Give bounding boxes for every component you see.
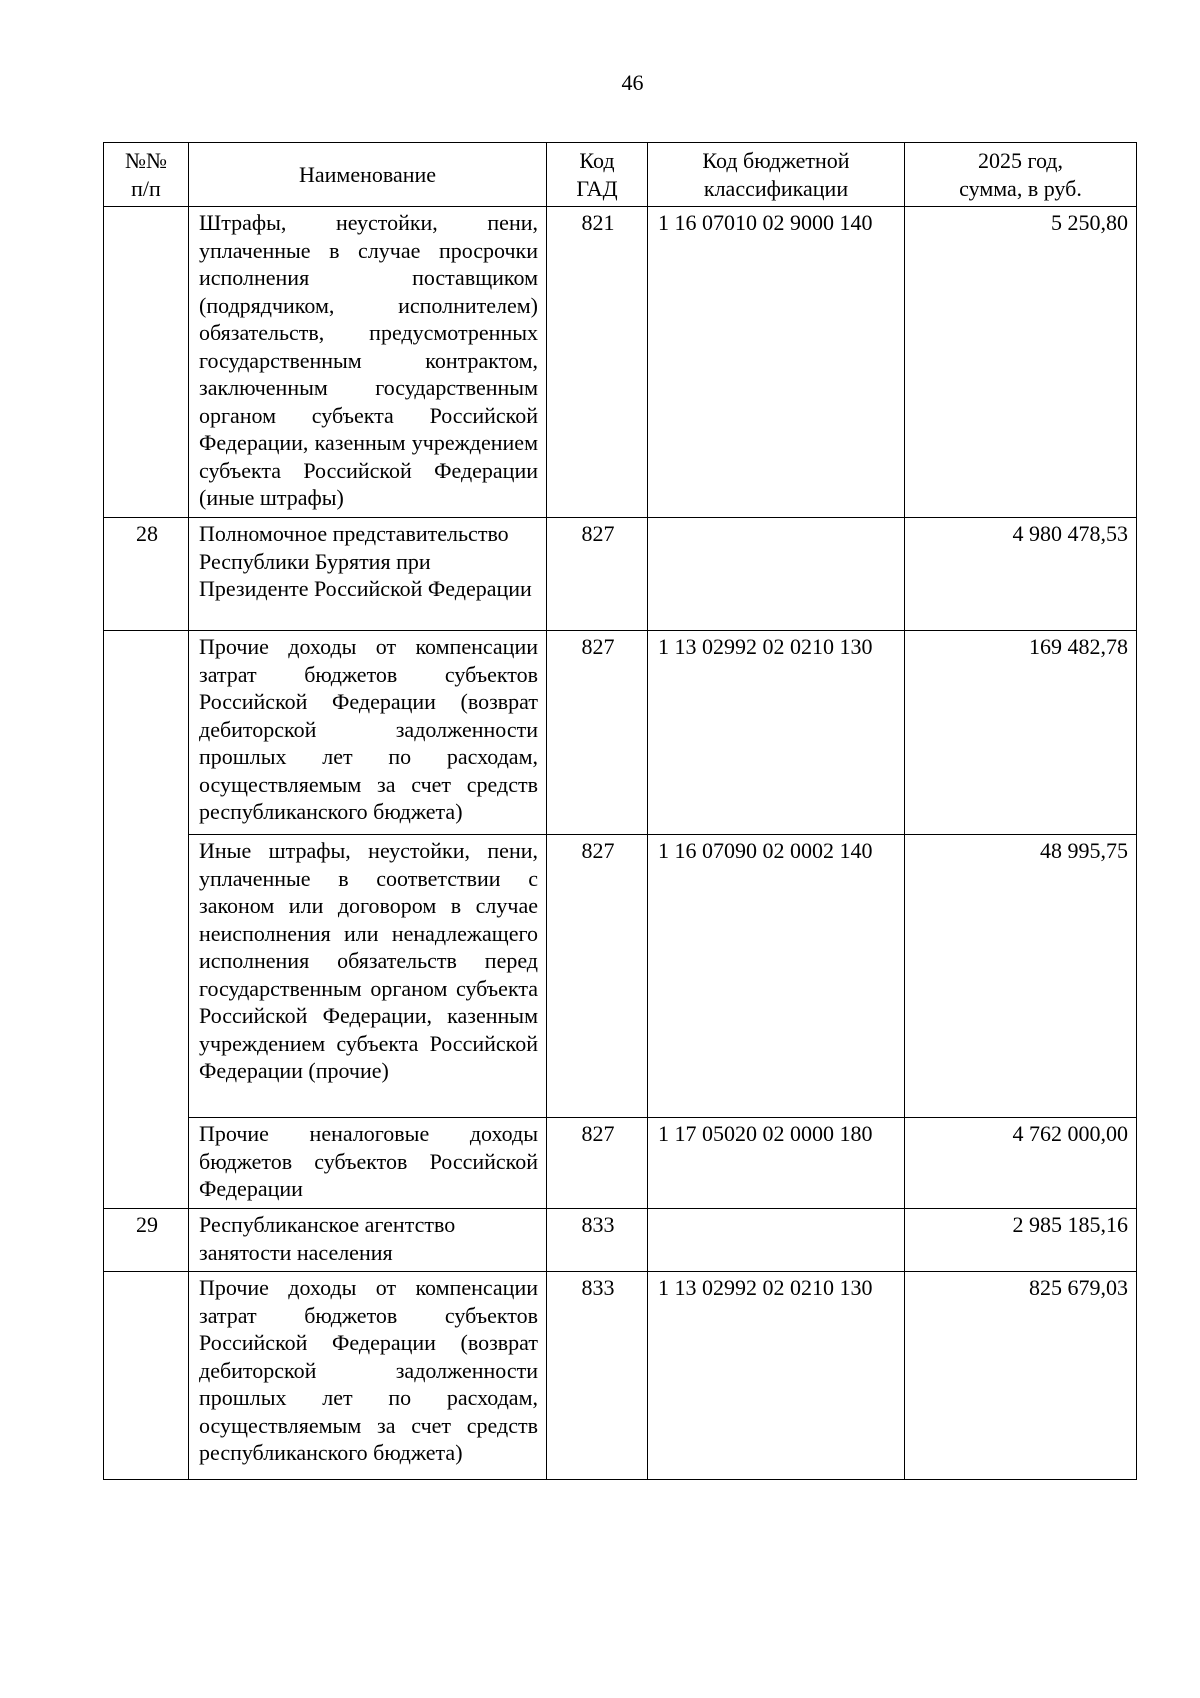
row-kbk: 1 13 02992 02 0210 130: [648, 631, 905, 835]
header-num-line2: п/п: [131, 175, 161, 201]
row-sum: 4 762 000,00: [905, 1118, 1137, 1209]
row-num: 28: [104, 518, 189, 631]
header-gad: [547, 143, 648, 207]
row-name: Полномочное представительство Республики Бурятия при Президенте Российской Федерации: [189, 518, 547, 631]
row-gad: 827: [547, 835, 648, 1118]
header-name: [189, 143, 547, 207]
row-gad: 833: [547, 1272, 648, 1480]
table-row: [104, 835, 1137, 1118]
row-kbk: 1 17 05020 02 0000 180: [648, 1118, 905, 1209]
header-sum: [905, 143, 1137, 207]
table-header-row: [104, 143, 1137, 207]
row-num: 29: [104, 1209, 189, 1272]
row-kbk: [648, 518, 905, 631]
header-kbk-line1: Код бюджетной: [702, 148, 850, 173]
header-sum-line1: 2025 год,: [977, 148, 1064, 173]
header-kbk: [648, 143, 905, 207]
table-row: [104, 631, 1137, 835]
row-gad: 827: [547, 631, 648, 835]
row-kbk: 1 13 02992 02 0210 130: [648, 1272, 905, 1480]
row-sum: 48 995,75: [905, 835, 1137, 1118]
header-gad-line2: ГАД: [576, 175, 618, 201]
row-num: [104, 1272, 189, 1480]
row-name: Республиканское агентство занятости населения: [189, 1209, 547, 1272]
row-name: Прочие доходы от компенсации затрат бюджетов субъектов Российской Федерации (возврат дебиторской задолженности прошлых лет по расходам, осуществляемым за счет средств республиканского бюджета): [189, 1272, 547, 1480]
row-kbk: 1 16 07090 02 0002 140: [648, 835, 905, 1118]
table-row: [104, 1272, 1137, 1480]
row-kbk: [648, 1209, 905, 1272]
row-sum: 2 985 185,16: [905, 1209, 1137, 1272]
table-row: [104, 518, 1137, 631]
page-number: 46: [621, 70, 644, 95]
row-sum: 169 482,78: [905, 631, 1137, 835]
row-name: Штрафы, неустойки, пени, уплаченные в случае просрочки исполнения поставщиком (подрядчиком, исполнителем) обязательств, предусмотренных государственным контрактом, заключенным государственным органом субъекта Российской Федерации, казенным учреждением субъекта Российской Федерации (иные штрафы): [189, 207, 547, 518]
row-name: Прочие неналоговые доходы бюджетов субъектов Российской Федерации: [189, 1118, 547, 1209]
table-row: [104, 1209, 1137, 1272]
row-gad: 827: [547, 518, 648, 631]
header-name-text: Наименование: [298, 161, 437, 187]
row-sum: 825 679,03: [905, 1272, 1137, 1480]
row-num: [104, 207, 189, 518]
row-gad: 827: [547, 1118, 648, 1209]
header-num-line1: №№: [125, 148, 167, 173]
row-name: Прочие доходы от компенсации затрат бюджетов субъектов Российской Федерации (возврат дебиторской задолженности прошлых лет по расходам, осуществляемым за счет средств республиканского бюджета): [189, 631, 547, 835]
header-sum-line2: сумма, в руб.: [959, 175, 1082, 201]
row-sum: 4 980 478,53: [905, 518, 1137, 631]
row-sum: 5 250,80: [905, 207, 1137, 518]
header-kbk-line2: классификации: [703, 175, 849, 201]
table-row: [104, 1118, 1137, 1209]
budget-revenue-table: [103, 142, 1137, 1480]
header-num: [104, 143, 189, 207]
table-row: [104, 207, 1137, 518]
header-gad-line1: Код: [579, 148, 615, 173]
row-name: Иные штрафы, неустойки, пени, уплаченные в соответствии с законом или договором в случае неисполнения или ненадлежащего исполнения обязательств перед государственным органом субъекта Российской Федерации, казенным учреждением субъекта Российской Федерации (прочие): [189, 835, 547, 1118]
row-kbk: 1 16 07010 02 9000 140: [648, 207, 905, 518]
row-gad: 833: [547, 1209, 648, 1272]
row-gad: 821: [547, 207, 648, 518]
row-num: [104, 631, 189, 1209]
